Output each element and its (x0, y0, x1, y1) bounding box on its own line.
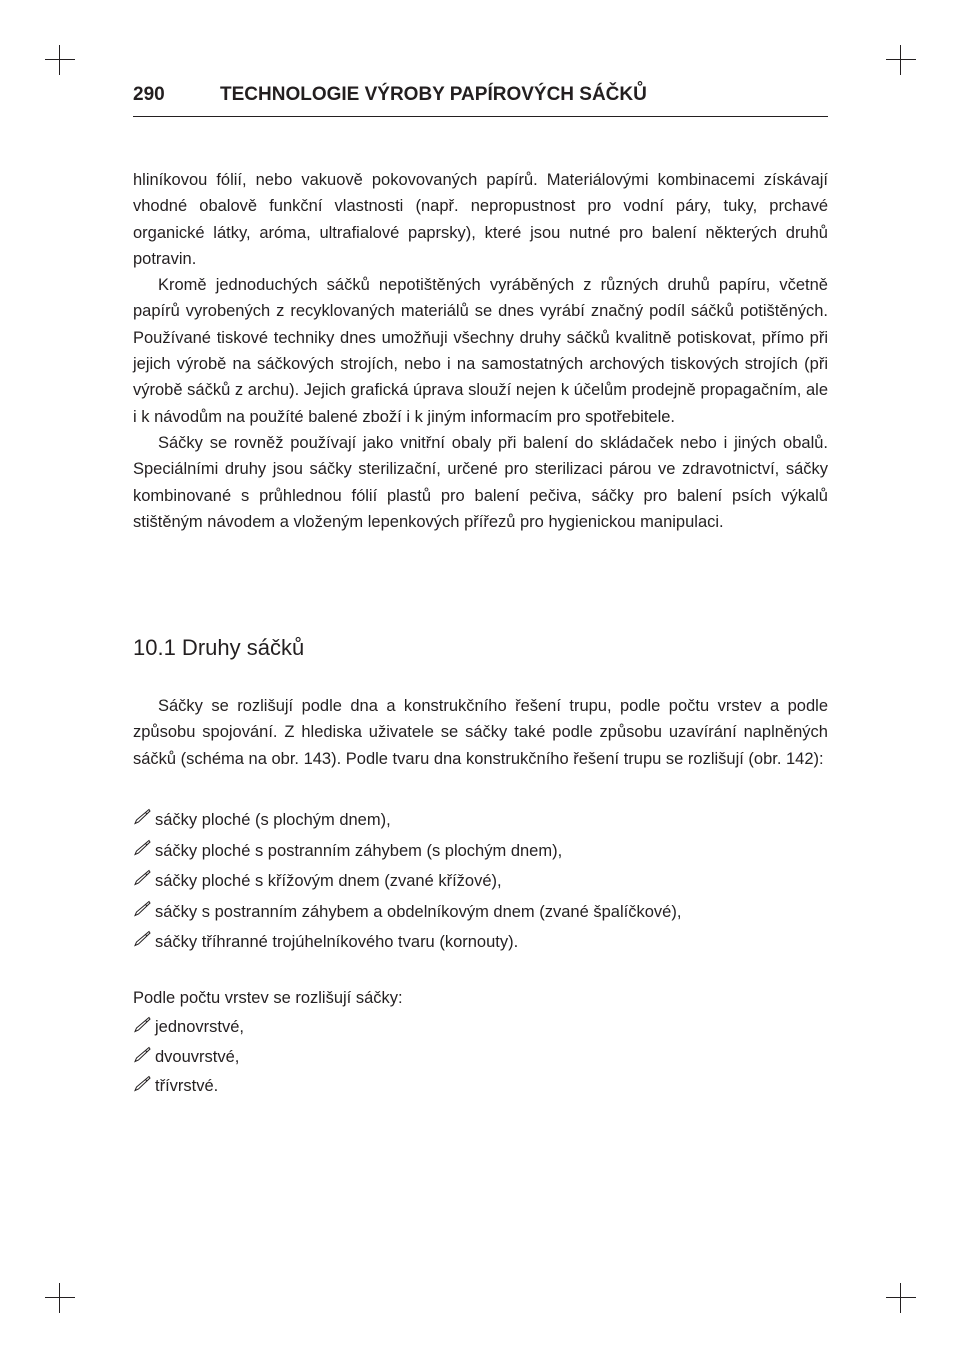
list-item-text: sáčky ploché s postranním záhybem (s plochým dnem), (155, 841, 563, 860)
pencil-icon (133, 900, 151, 918)
pencil-icon (133, 1046, 151, 1064)
crop-mark-top-left (45, 45, 75, 75)
paragraph-3: Sáčky se rovněž používají jako vnitřní obaly při balení do skládaček nebo i jiných obalů. Speciálními druhy jsou sáčky sterilizační, určené pro sterilizaci párou ve zdravotnictví, sáčky kombinované s průhlednou fólií plastů pro balení pečiva, sáčky pro balení psích výkalů stištěným návodem a vloženým lepenkových přířezů pro hygienickou manipulaci. (133, 433, 828, 531)
crop-mark-bottom-left (45, 1283, 75, 1313)
list-item-text: sáčky ploché s křížovým dnem (zvané křížové), (155, 872, 502, 890)
layers-intro: Podle počtu vrstev se rozlišují sáčky: (133, 989, 403, 1007)
list-item-text: dvouvrstvé, (155, 1047, 240, 1066)
chapter-title: TECHNOLOGIE VÝROBY PAPÍROVÝCH SÁČKŮ (220, 84, 647, 105)
paragraph-1: hliníkovou fólií, nebo vakuově pokovovaných papírů. Materiálovými kombinacemi získávají vhodné obalově funkční vlastnosti (např. nepropustnost pro vodní páry, tuky, prchavé organické látky, aróma, ultrafialové paprsky), které jsou nutné pro balení některých druhů potravin. (133, 171, 828, 268)
pencil-icon (133, 930, 151, 948)
pencil-icon (133, 808, 151, 826)
layers-list (133, 1013, 244, 1102)
list-item (133, 1072, 244, 1102)
list-item (133, 897, 681, 928)
list-item (133, 1043, 244, 1073)
page-number: 290 (133, 84, 165, 105)
list-item-text: sáčky ploché (s plochým dnem), (155, 811, 391, 829)
list-item (133, 927, 681, 958)
section-intro-paragraph: Sáčky se rozlišují podle dna a konstrukčního řešení trupu, podle počtu vrstev a podle způsobu spojování. Z hlediska uživatele se sáčky také podle způsobu uzavírání naplněných sáčků (schéma na obr. 143). Podle tvaru dna konstrukčního řešení trupu se rozlišují (obr. 142): (133, 697, 828, 768)
body-text (133, 167, 828, 535)
running-header (133, 80, 828, 117)
paragraph-2: Kromě jednoduchých sáčků nepotištěných vyráběných z různých druhů papíru, včetně papírů vyrobených z recyklovaných materiálů se dnes vyrábí značný podíl sáčků potištěných. Používané tiskové techniky dnes umožňuji všechny druhy sáčků kvalitně potiskovat, přímo při jejich výrobě na sáčkových strojích, nebo i na samostatných archových tiskových strojích (při výrobě sáčků z archu). Jejich grafická úprava slouží nejen k účelům prodejně propagačním, ale i k návodům na použíté balené zboží i k jiným informacím pro spotřebitele. (133, 276, 828, 426)
shape-list (133, 805, 681, 958)
list-item (133, 866, 681, 897)
section-intro (133, 693, 828, 772)
list-item (133, 836, 681, 867)
list-item-text: třívrstvé. (155, 1077, 219, 1095)
section-heading: 10.1 Druhy sáčků (133, 635, 305, 660)
list-item (133, 805, 681, 836)
list-item-text: sáčky tříhranné trojúhelníkového tvaru (kornouty). (155, 933, 519, 951)
pencil-icon (133, 869, 151, 887)
pencil-icon (133, 1016, 151, 1034)
crop-mark-bottom-right (886, 1283, 916, 1313)
list-item (133, 1013, 244, 1043)
list-item-text: sáčky s postranním záhybem a obdelníkovým dnem (zvané špalíčkové), (155, 902, 682, 921)
crop-mark-top-right (886, 45, 916, 75)
list-item-text: jednovrstvé, (155, 1018, 244, 1036)
pencil-icon (133, 1075, 151, 1093)
pencil-icon (133, 839, 151, 857)
